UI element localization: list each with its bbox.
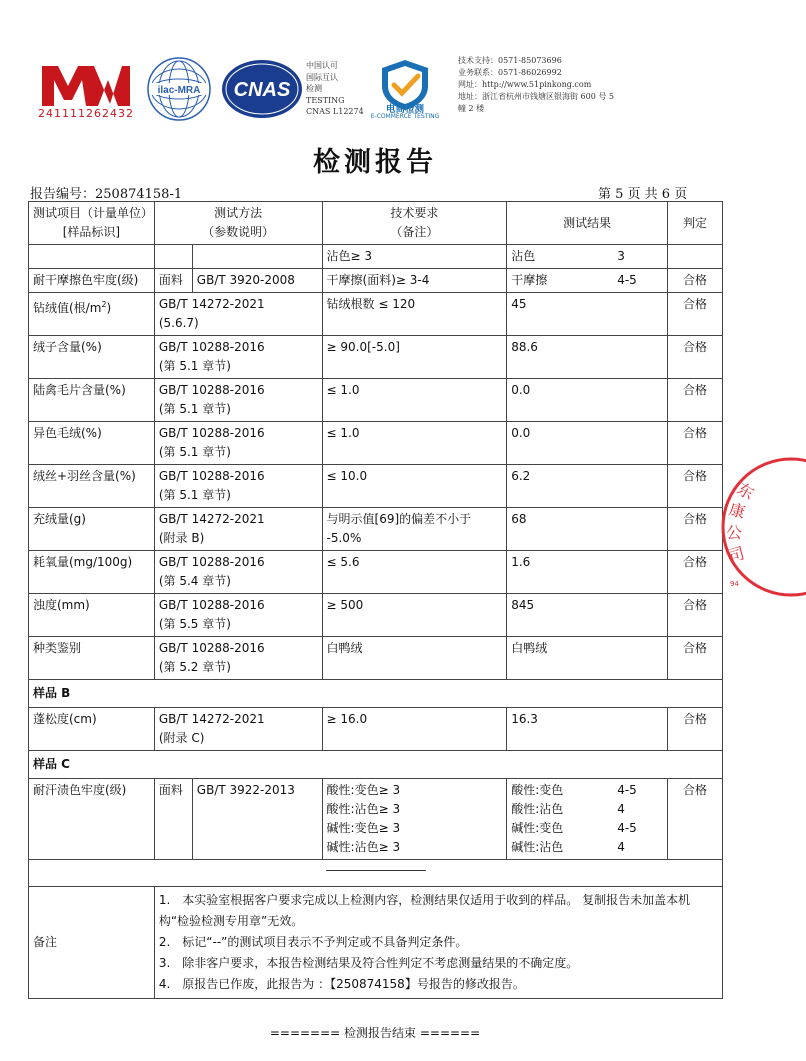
method-cell: GB/T 14272-2021 (附录 B) — [154, 508, 322, 551]
contact-line: 地址：浙江省杭州市钱塘区银海街 600 号 5 — [458, 92, 614, 101]
note-line: 3. 除非客户要求，本报告检测结果及符合性判定不考虑测量结果的不确定度。 — [158, 956, 579, 970]
result-cell: 68 — [507, 508, 668, 551]
item-cell: 绒子含量(%) — [29, 336, 155, 379]
cert-line: 检测 — [306, 84, 322, 93]
sample-c-label: 样品 C — [29, 751, 723, 779]
svg-text:94: 94 — [730, 580, 739, 588]
requirement-cell: ≥ 90.0[-5.0] — [322, 336, 507, 379]
notes-label: 备注 — [29, 887, 155, 999]
item-cell: 耗氧量(mg/100g) — [29, 551, 155, 594]
table-row — [29, 465, 723, 508]
page-indicator: 第 5 页 共 6 页 — [598, 187, 688, 202]
method-cell: GB/T 10288-2016 (第 5.1 章节) — [154, 422, 322, 465]
test-results-table — [28, 201, 723, 999]
judgement-cell: 合格 — [668, 336, 723, 379]
item-cell: 绒丝+羽丝含量(%) — [29, 465, 155, 508]
seal-stamp — [716, 452, 806, 602]
judgement-cell: 合格 — [668, 508, 723, 551]
judgement-cell: 合格 — [668, 293, 723, 336]
ecommerce-testing-title: 电商检测 — [385, 104, 424, 115]
method-cell: GB/T 3922-2013 — [192, 779, 322, 860]
item-cell: 钻绒值(根$/m^2$) — [29, 293, 155, 336]
cert-line: 中国认可 — [306, 61, 338, 70]
svg-text:东: 东 — [734, 479, 758, 504]
method-material-cell: 面料 — [154, 269, 192, 293]
result-cell: 16.3 — [507, 708, 668, 751]
cma-number: 241111262432 — [38, 107, 134, 120]
table-row — [29, 637, 723, 680]
result-cell: 6.2 — [507, 465, 668, 508]
table-row — [29, 594, 723, 637]
judgement-cell: 合格 — [668, 779, 723, 860]
method-cell: GB/T 10288-2016 (第 5.4 章节) — [154, 551, 322, 594]
requirement-cell: 酸性:变色≥ 3 酸性:沾色≥ 3 碱性:变色≥ 3 碱性:沾色≥ 3 — [322, 779, 507, 860]
requirement-cell: ≥ 500 — [322, 594, 507, 637]
method-cell: GB/T 10288-2016 (第 5.2 章节) — [154, 637, 322, 680]
requirement-cell: ≥ 16.0 — [322, 708, 507, 751]
result-cell: 0.0 — [507, 422, 668, 465]
table-row — [29, 336, 723, 379]
item-cell: 陆禽毛片含量(%) — [29, 379, 155, 422]
col-header-item: 测试项目（计量单位） [样品标识] — [29, 202, 155, 245]
separator-row — [29, 860, 723, 887]
method-cell: GB/T 3920-2008 — [192, 269, 322, 293]
col-header-judgement: 判定 — [668, 202, 723, 245]
requirement-cell: ≤ 1.0 — [322, 422, 507, 465]
table-header-row — [29, 202, 723, 245]
result-cell: 88.6 — [507, 336, 668, 379]
judgement-cell: 合格 — [668, 422, 723, 465]
table-row — [29, 422, 723, 465]
svg-text:公: 公 — [726, 523, 743, 542]
requirement-cell: ≤ 5.6 — [322, 551, 507, 594]
accreditation-text — [306, 60, 364, 118]
result-cell: 干摩擦 4-5 — [507, 269, 668, 293]
requirement-cell: ≤ 1.0 — [322, 379, 507, 422]
judgement-cell: 合格 — [668, 594, 723, 637]
item-cell: 耐汗渍色牢度(级) — [29, 779, 155, 860]
table-row — [29, 508, 723, 551]
sample-section-row — [29, 680, 723, 708]
requirement-cell: 钻绒根数 ≤ 120 — [322, 293, 507, 336]
method-cell: GB/T 14272-2021 (5.6.7) — [154, 293, 322, 336]
result-cell: 酸性:变色 4-5 酸性:沾色 4 碱性:变色 4-5 碱性:沾色 4 — [507, 779, 668, 860]
col-header-method: 测试方法 （参数说明） — [154, 202, 322, 245]
judgement-cell: 合格 — [668, 551, 723, 594]
contact-info — [458, 55, 628, 115]
contact-line: 网址：http://www.51pinkong.com — [458, 80, 592, 89]
result-cell: 45 — [507, 293, 668, 336]
requirement-cell: ≤ 10.0 — [322, 465, 507, 508]
report-number: 报告编号：250874158-1 — [30, 187, 183, 202]
judgement-cell: 合格 — [668, 708, 723, 751]
method-cell: GB/T 10288-2016 (第 5.1 章节) — [154, 379, 322, 422]
method-cell: GB/T 10288-2016 (第 5.1 章节) — [154, 465, 322, 508]
result-cell: 845 — [507, 594, 668, 637]
header-logos — [0, 0, 750, 135]
method-cell: GB/T 14272-2021 (附录 C) — [154, 708, 322, 751]
ilac-mra-text: ilac-MRA — [157, 85, 201, 96]
item-cell: 异色毛绒(%) — [29, 422, 155, 465]
cert-line: 国际互认 — [306, 72, 338, 82]
table-row — [29, 269, 723, 293]
requirement-cell: 白鸭绒 — [322, 637, 507, 680]
item-cell: 耐干摩擦色牢度(级) — [29, 269, 155, 293]
table-row — [29, 245, 723, 269]
judgement-cell: 合格 — [668, 379, 723, 422]
cnas-logo-text: CNAS — [233, 79, 291, 101]
table-row — [29, 708, 723, 751]
report-title: 检测报告 — [313, 147, 437, 178]
cert-line: TESTING — [306, 95, 345, 105]
method-cell: GB/T 10288-2016 (第 5.1 章节) — [154, 336, 322, 379]
ecommerce-testing-subtitle: E-COMMERCE TESTING — [370, 113, 440, 120]
notes-content — [154, 887, 722, 999]
svg-text:康: 康 — [726, 499, 748, 523]
note-line: 4. 原报告已作废，此报告为 ：【250874158】号报告的修改报告。 — [158, 977, 525, 991]
method-cell: GB/T 10288-2016 (第 5.5 章节) — [154, 594, 322, 637]
table-row — [29, 551, 723, 594]
result-cell: 沾色 3 — [507, 245, 668, 269]
separator-line — [326, 870, 426, 871]
judgement-cell: 合格 — [668, 465, 723, 508]
cnas-logo — [220, 58, 304, 120]
notes-row — [29, 887, 723, 999]
sample-section-row — [29, 751, 723, 779]
ilac-mra-logo — [146, 56, 212, 122]
item-cell: 蓬松度(cm) — [29, 708, 155, 751]
result-cell: 1.6 — [507, 551, 668, 594]
requirement-cell: 干摩擦(面料)≥ 3-4 — [322, 269, 507, 293]
sample-b-label: 样品 B — [29, 680, 723, 708]
col-header-requirement: 技术要求 （备注） — [322, 202, 507, 245]
contact-line: 业务联系：0571-86026992 — [458, 68, 562, 77]
result-cell: 白鸭绒 — [507, 637, 668, 680]
result-cell: 0.0 — [507, 379, 668, 422]
svg-text:司: 司 — [726, 543, 747, 566]
contact-line: 幢 2 楼 — [458, 104, 485, 113]
table-row — [29, 293, 723, 336]
contact-line: 技术支持：0571-85073696 — [458, 56, 562, 65]
item-cell: 种类鉴别 — [29, 637, 155, 680]
method-material-cell: 面料 — [154, 779, 192, 860]
requirement-cell: 与明示值[69]的偏差不小于 -5.0% — [322, 508, 507, 551]
requirement-cell: 沾色≥ 3 — [322, 245, 507, 269]
table-row — [29, 779, 723, 860]
judgement-cell: 合格 — [668, 269, 723, 293]
table-row — [29, 379, 723, 422]
item-cell: 充绒量(g) — [29, 508, 155, 551]
note-line: 2. 标记“--”的测试项目表示不予判定或不具备判定条件。 — [158, 935, 468, 949]
note-line: 1. 本实验室根据客户要求完成以上检测内容，检测结果仅适用于收到的样品。 复制报告未加盖本机构“检验检测专用章”无效。 — [158, 893, 691, 928]
cert-line: CNAS L12274 — [306, 107, 364, 116]
judgement-cell: 合格 — [668, 637, 723, 680]
col-header-result: 测试结果 — [507, 202, 668, 245]
report-end-marker: ======= 检测报告结束 ====== — [269, 1026, 481, 1040]
item-cell: 浊度(mm) — [29, 594, 155, 637]
